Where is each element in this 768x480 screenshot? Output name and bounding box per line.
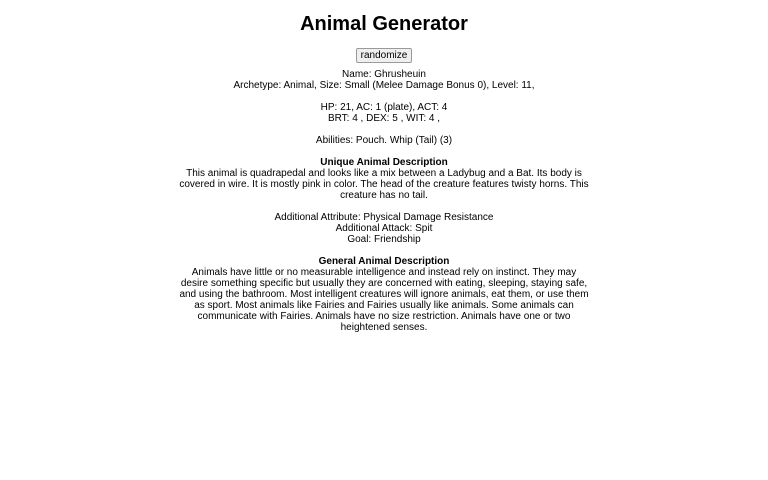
animal-name: Name: Ghrusheuin bbox=[342, 69, 426, 80]
additional-attribute: Additional Attribute: Physical Damage Resistance bbox=[274, 212, 494, 223]
button-row bbox=[0, 48, 768, 64]
additional-attack: Additional Attack: Spit bbox=[335, 223, 433, 234]
general-description-heading: General Animal Description bbox=[318, 256, 450, 267]
spacer bbox=[179, 124, 589, 135]
general-description-text: Animals have little or no measurable intelligence and instead rely on instinct. They may desire something specific but usually they are concerned with eating, sleeping, staying safe, and using the bathroom. Most intelligent creatures will ignore animals, eat them, or use them as sport. Most animals like Fairies and Fairies usually like animals. Some animals can communicate with Fairies. Animals have no size restriction. Animals have one or two heightened senses. bbox=[179, 267, 589, 333]
animal-abilities: Abilities: Pouch. Whip (Tail) (3) bbox=[315, 135, 453, 146]
spacer bbox=[179, 201, 589, 212]
spacer bbox=[179, 91, 589, 102]
spacer bbox=[179, 146, 589, 157]
goal: Goal: Friendship bbox=[347, 234, 421, 245]
animal-hp-ac-act: HP: 21, AC: 1 (plate), ACT: 4 bbox=[320, 102, 448, 113]
animal-attributes: BRT: 4 , DEX: 5 , WIT: 4 , bbox=[327, 113, 441, 124]
randomize-button[interactable]: randomize bbox=[356, 48, 413, 63]
unique-description-heading: Unique Animal Description bbox=[320, 157, 448, 168]
animal-archetype: Archetype: Animal, Size: Small (Melee Damage Bonus 0), Level: 11, bbox=[233, 80, 535, 91]
unique-description-text: This animal is quadrapedal and looks like a mix between a Ladybug and a Bat. Its body is covered in wire. It is mostly pink in color. The head of the creature features twisty horns. This creature has no tail. bbox=[179, 168, 589, 201]
spacer bbox=[179, 245, 589, 256]
animal-output bbox=[179, 64, 589, 333]
page-title: Animal Generator bbox=[300, 13, 468, 35]
